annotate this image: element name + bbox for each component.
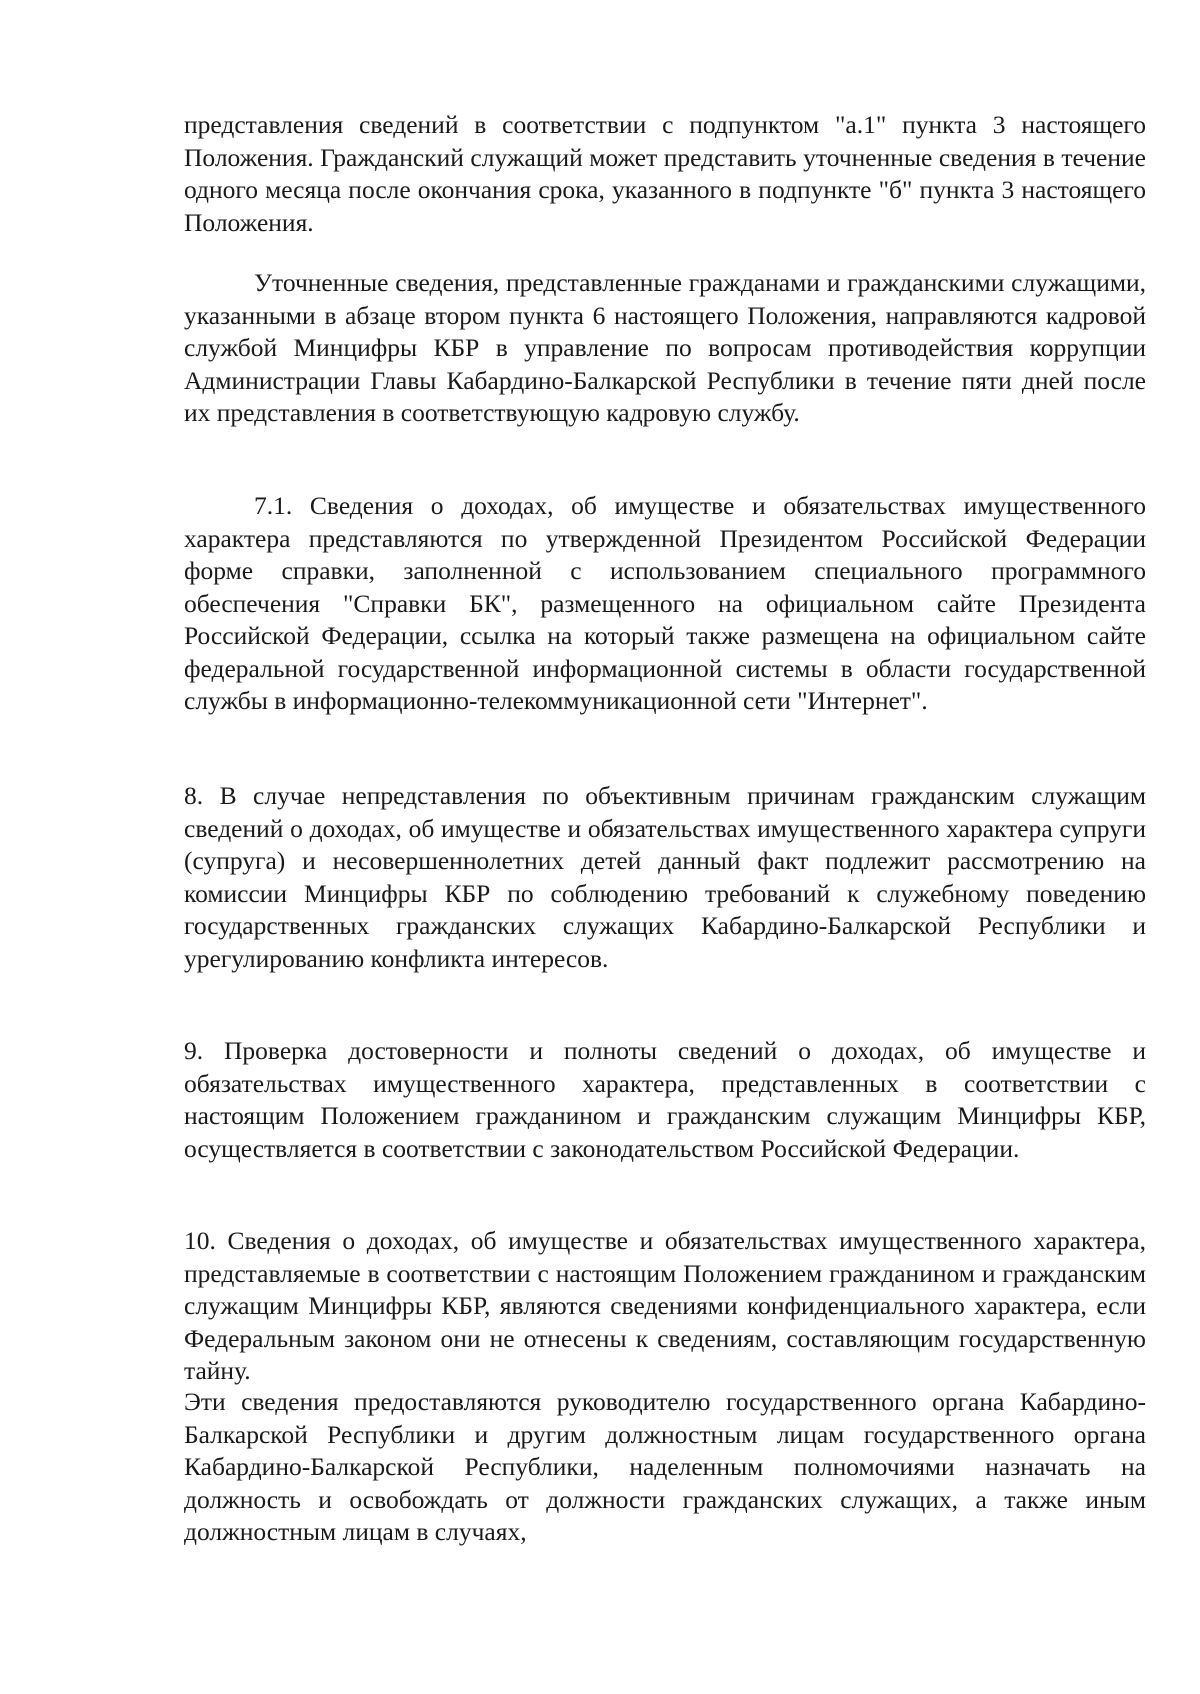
paragraph-continuation: представления сведений в соответствии с подпунктом "а.1" пункта 3 настоящего Положения. Гражданский служащий может представить уточненные сведения в течение одного месяца после окончания срока, указанного в подпункте "б" пункта 3 настоящего Положения.	[184, 110, 1146, 237]
paragraph-7-1: 7.1. Сведения о доходах, об имуществе и обязательствах имущественного характера представляются по утвержденной Президентом Российской Федерации форме справки, заполненной с использованием специального программного обеспечения "Справки БК", размещенного на официальном сайте Президента Российской Федерации, ссылка на который также размещена на официальном сайте федеральной государственной информационной системы в области государственной службы в информационно-телекоммуникационной сети "Интернет".	[184, 491, 1146, 715]
paragraph-8: 8. В случае непредставления по объективным причинам гражданским служащим сведений о доходах, об имуществе и обязательствах имущественного характера супруги (супруга) и несовершеннолетних детей данный факт подлежит рассмотрению на комиссии Минцифры КБР по соблюдению требований к служебному поведению государственных гражданских служащих Кабардино-Балкарской Республики и урегулированию конфликта интересов.	[184, 781, 1146, 973]
paragraph-10: 10. Сведения о доходах, об имуществе и обязательствах имущественного характера, представляемые в соответствии с настоящим Положением гражданином и гражданским служащим Минцифры КБР, являются сведениями конфиденциального характера, если Федеральным законом они не отнесены к сведениям, составляющим государственную тайну.	[184, 1226, 1146, 1385]
paragraph-9: 9. Проверка достоверности и полноты сведений о доходах, об имуществе и обязательствах имущественного характера, представленных в соответствии с настоящим Положением гражданином и гражданским служащим Минцифры КБР, осуществляется в соответствии с законодательством Российской Федерации.	[184, 1036, 1146, 1163]
paragraph-10-continuation: Эти сведения предоставляются руководителю государственного органа Кабардино-Балкарской Республики и другим должностным лицам государственного органа Кабардино-Балкарской Республики, наделенным полномочиями назначать на должность и освобождать от должности гражданских служащих, а также иным должностным лицам в случаях,	[184, 1387, 1146, 1546]
paragraph-clarified-info: Уточненные сведения, представленные гражданами и гражданскими служащими, указанными в абзаце втором пункта 6 настоящего Положения, направляются кадровой службой Минцифры КБР в управление по вопросам противодействия коррупции Администрации Главы Кабардино-Балкарской Республики в течение пяти дней после их представления в соответствующую кадровую службу.	[184, 268, 1146, 427]
